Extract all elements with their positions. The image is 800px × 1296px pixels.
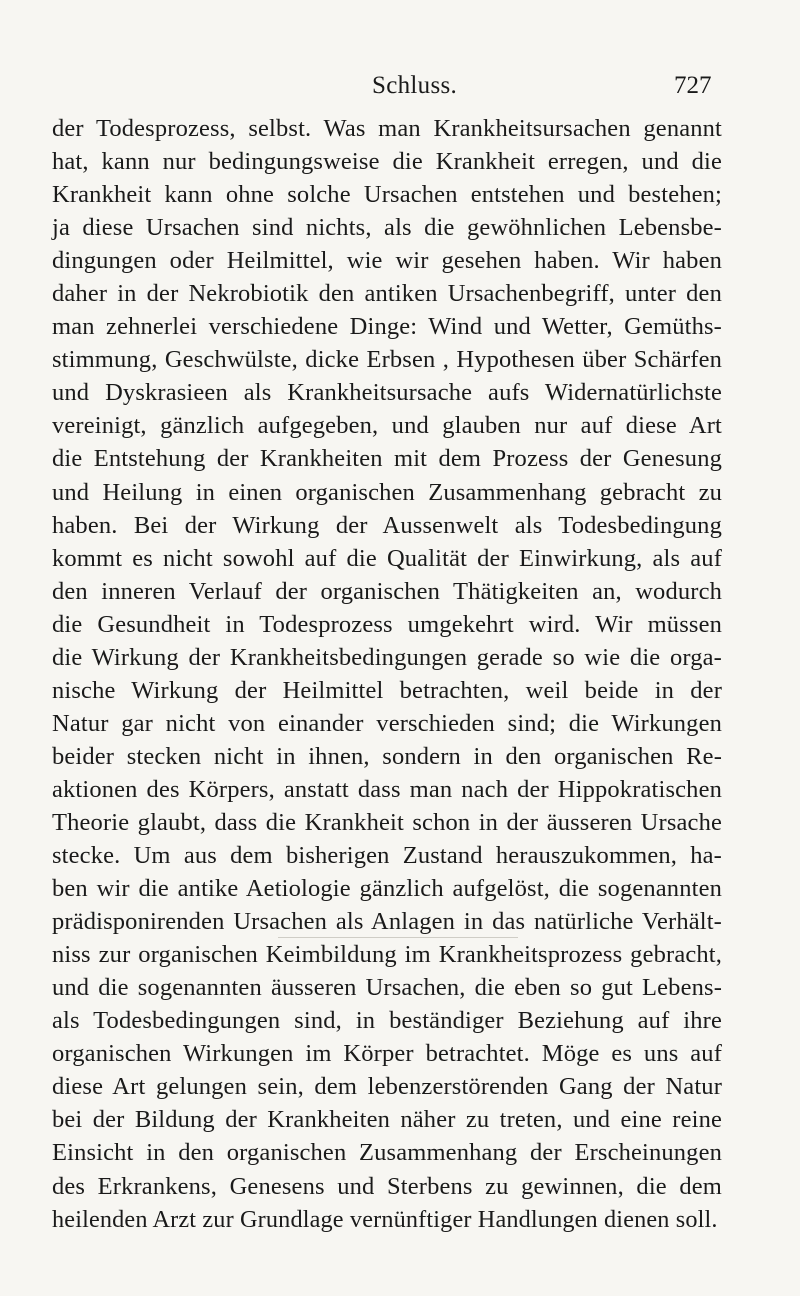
text-line: nische Wirkung der Heilmittel betrachten, weil beide in der — [52, 676, 722, 704]
text-line: haben. Bei der Wirkung der Aussenwelt als Todesbedingung — [52, 511, 722, 539]
text-line: der Todesprozess, selbst. Was man Krankheitsursachen genannt — [52, 115, 722, 142]
text-line: aktionen des Körpers, anstatt dass man nach der Hippokratischen — [52, 775, 722, 803]
text-line: niss zur organischen Keimbildung im Krankheitsprozess gebracht, — [52, 941, 722, 969]
text-line: als Todesbedingungen sind, in beständiger Beziehung auf ihre — [52, 1007, 722, 1035]
text-line: Theorie glaubt, dass die Krankheit schon in der äusseren Ursache — [52, 808, 722, 836]
text-line: vereinigt, gänzlich aufgegeben, und glauben nur auf diese Art — [52, 412, 722, 440]
running-head — [0, 72, 800, 102]
text-line: die Gesundheit in Todesprozess umgekehrt wird. Wir müssen — [52, 610, 722, 638]
text-line: des Erkrankens, Genesens und Sterbens zu gewinnen, die dem — [52, 1172, 722, 1200]
text-line: diese Art gelungen sein, dem lebenzerstörenden Gang der Natur — [52, 1073, 722, 1101]
body-paragraph — [52, 112, 722, 1236]
text-line: den inneren Verlauf der organischen Thätigkeiten an, wodurch — [52, 577, 722, 605]
text-line: kommt es nicht sowohl auf die Qualität der Einwirkung, als auf — [52, 544, 722, 572]
text-line: und Dyskrasieen als Krankheitsursache aufs Widernatürlichste — [52, 379, 722, 407]
text-line: die Entstehung der Krankheiten mit dem Prozess der Genesung — [52, 445, 722, 473]
text-line: Natur gar nicht von einander verschieden sind; die Wirkungen — [52, 709, 722, 737]
text-line: stecke. Um aus dem bisherigen Zustand herauszukommen, ha- — [52, 842, 722, 870]
text-line: bei der Bildung der Krankheiten näher zu treten, und eine reine — [52, 1106, 722, 1134]
text-line: daher in der Nekrobiotik den antiken Ursachenbegriff, unter den — [52, 280, 722, 308]
text-line: die Wirkung der Krankheitsbedingungen gerade so wie die orga- — [52, 643, 722, 671]
text-line: prädisponirenden Ursachen als Anlagen in das natürliche Verhält- — [52, 908, 722, 936]
text-line: heilenden Arzt zur Grundlage vernünftiger Handlungen dienen soll. — [52, 1205, 718, 1233]
text-line: man zehnerlei verschiedene Dinge: Wind und Wetter, Gemüths- — [52, 313, 722, 341]
text-line: beider stecken nicht in ihnen, sondern in den organischen Re- — [52, 742, 722, 770]
text-line: dingungen oder Heilmittel, wie wir gesehen haben. Wir haben — [52, 247, 722, 275]
text-line: ja diese Ursachen sind nichts, als die gewöhnlichen Lebensbe- — [52, 214, 722, 242]
text-line: und die sogenannten äusseren Ursachen, die eben so gut Lebens- — [52, 974, 722, 1002]
running-head-title: Schluss. — [372, 72, 458, 99]
text-line: hat, kann nur bedingungsweise die Krankheit erregen, und die — [52, 148, 722, 176]
text-line: und Heilung in einen organischen Zusammenhang gebracht zu — [52, 478, 722, 506]
footer-rule — [278, 937, 518, 938]
text-line: Einsicht in den organischen Zusammenhang der Erscheinungen — [52, 1139, 722, 1167]
text-line: ben wir die antike Aetiologie gänzlich aufgelöst, die sogenannten — [52, 875, 722, 903]
page-number: 727 — [674, 72, 712, 99]
text-line: Krankheit kann ohne solche Ursachen entstehen und bestehen; — [52, 181, 722, 209]
text-line: organischen Wirkungen im Körper betrachtet. Möge es uns auf — [52, 1040, 722, 1068]
text-line: stimmung, Geschwülste, dicke Erbsen , Hypothesen über Schärfen — [52, 346, 722, 374]
